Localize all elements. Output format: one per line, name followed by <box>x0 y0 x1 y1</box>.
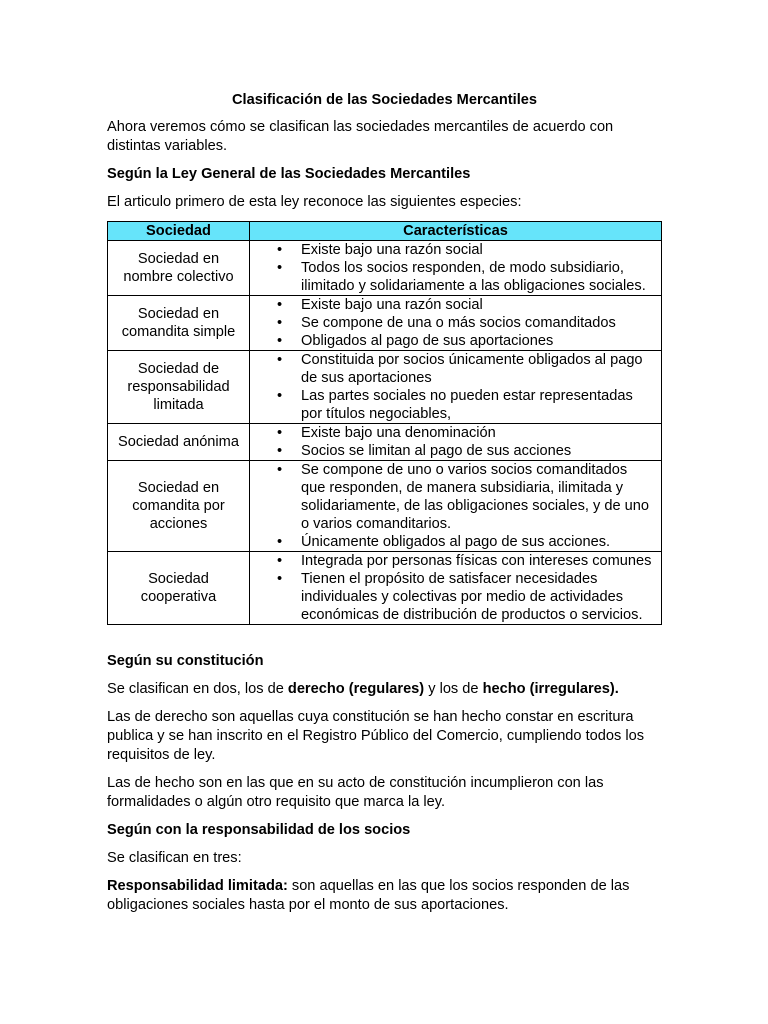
constitucion-paragraph-3: Las de hecho son en las que en su acto de constitución incumplieron con las formalidades o algún otro requisito que marca la ley. <box>107 775 604 810</box>
list-item: • Todos los socios responden, de modo subsidiario, ilimitado y solidariamente a las obligaciones sociales. <box>250 259 661 295</box>
bullet-list <box>250 424 661 460</box>
bullet-list <box>250 552 661 624</box>
text-span: y los de <box>424 681 483 697</box>
list-item: • Se compone de uno o varios socios comanditados que responden, de manera subsidiaria, ilimitada y solidariamente, de las obligaciones sociales, y de uno o varios comanditarios. <box>250 461 661 533</box>
list-item: • Integrada por personas físicas con intereses comunes <box>250 552 661 570</box>
column-header-sociedad: Sociedad <box>108 222 250 241</box>
text-span: son aquellas en las que los socios responden de las obligaciones sociales hasta por el monto de sus aportaciones. <box>107 878 630 913</box>
list-item: • Existe bajo una denominación <box>250 424 661 442</box>
bold-text-derecho: derecho (regulares) <box>287 681 425 697</box>
caracteristicas-cell <box>250 351 662 424</box>
document-title: Clasificación de las Sociedades Mercantiles <box>232 92 537 108</box>
caracteristicas-cell <box>250 241 662 296</box>
table-row <box>108 296 662 351</box>
list-item: • Obligados al pago de sus aportaciones <box>250 332 661 350</box>
intro-paragraph: Ahora veremos cómo se clasifican las sociedades mercantiles de acuerdo con distintas variables. <box>107 119 614 154</box>
sociedad-name-cell: Sociedad en nombre colectivo <box>108 241 250 296</box>
bullet-list <box>250 351 661 423</box>
bullet-list <box>250 241 661 295</box>
section-heading-responsabilidad: Según con la responsabilidad de los socios <box>107 822 411 838</box>
sociedad-name-cell: Sociedad en comandita por acciones <box>108 461 250 552</box>
bullet-list <box>250 296 661 350</box>
section-heading-constitucion: Según su constitución <box>107 653 264 669</box>
list-item: • Constituida por socios únicamente obligados al pago de sus aportaciones <box>250 351 661 387</box>
sociedades-table <box>107 221 662 625</box>
responsabilidad-paragraph-1: Se clasifican en tres: <box>107 850 242 866</box>
section-text-ley-general: El articulo primero de esta ley reconoce las siguientes especies: <box>107 194 522 210</box>
spacer <box>107 634 662 652</box>
list-item: • Únicamente obligados al pago de sus acciones. <box>250 533 661 551</box>
constitucion-paragraph-1 <box>107 680 662 699</box>
column-header-caracteristicas: Características <box>250 222 662 241</box>
text-span: Se clasifican en dos, los de <box>107 681 288 697</box>
document-page <box>107 91 662 924</box>
list-item: • Existe bajo una razón social <box>250 296 661 314</box>
list-item: • Las partes sociales no pueden estar representadas por títulos negociables, <box>250 387 661 423</box>
table-row <box>108 552 662 625</box>
caracteristicas-cell <box>250 552 662 625</box>
list-item: • Se compone de una o más socios comanditados <box>250 314 661 332</box>
sociedad-name-cell: Sociedad en comandita simple <box>108 296 250 351</box>
table-row <box>108 351 662 424</box>
list-item: • Socios se limitan al pago de sus acciones <box>250 442 661 460</box>
table-row <box>108 424 662 461</box>
table-row <box>108 241 662 296</box>
responsabilidad-paragraph-2 <box>107 877 662 915</box>
sociedad-name-cell: Sociedad anónima <box>108 424 250 461</box>
section-heading-ley-general: Según la Ley General de las Sociedades Mercantiles <box>107 166 471 182</box>
caracteristicas-cell <box>250 296 662 351</box>
bullet-list <box>250 461 661 551</box>
bold-text-hecho: hecho (irregulares). <box>482 681 619 697</box>
constitucion-paragraph-2: Las de derecho son aquellas cuya constitución se han hecho constar en escritura publica y se han inscrito en el Registro Público del Comercio, cumpliendo todos los requisitos de ley. <box>107 709 645 763</box>
bold-text-responsabilidad-limitada: Responsabilidad limitada: <box>107 878 288 894</box>
list-item: • Tienen el propósito de satisfacer necesidades individuales y colectivas por medio de actividades económicas de distribución de productos o servicios. <box>250 570 661 624</box>
list-item: • Existe bajo una razón social <box>250 241 661 259</box>
caracteristicas-cell <box>250 424 662 461</box>
sociedad-name-cell: Sociedad de responsabilidad limitada <box>108 351 250 424</box>
table-header-row <box>108 222 662 241</box>
caracteristicas-cell <box>250 461 662 552</box>
sociedad-name-cell: Sociedad cooperativa <box>108 552 250 625</box>
table-row <box>108 461 662 552</box>
